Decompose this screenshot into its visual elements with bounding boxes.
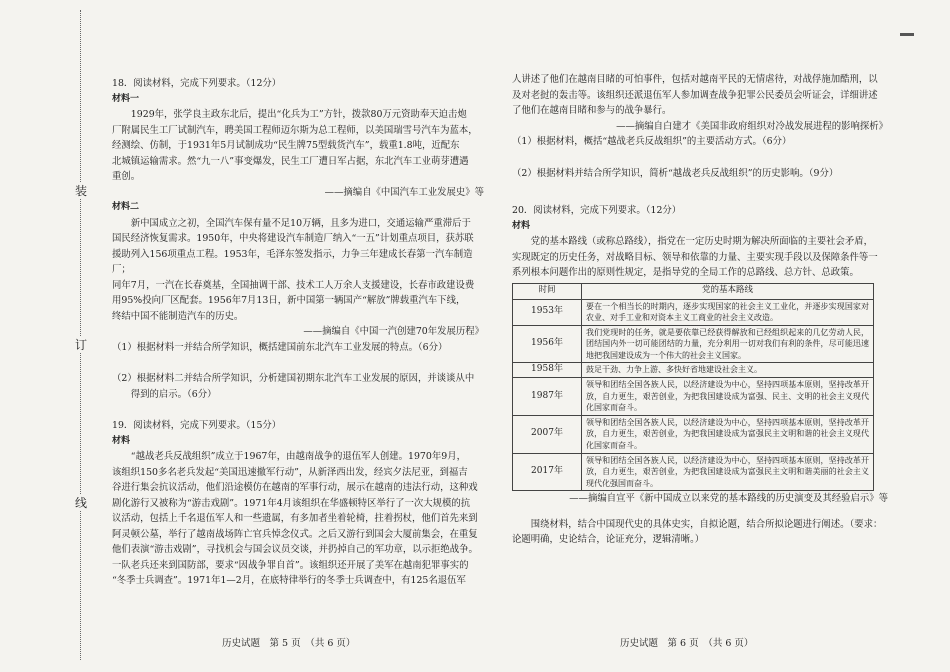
- q19-part-2: （2）根据材料并结合所学知识，简析“越战老兵反战组织”的历史影响。（9分）: [512, 167, 839, 179]
- text-line: 该组织150多名老兵发起“美国迅速撤军行动”，从新泽西出发，经宾夕法尼亚，到福吉: [112, 466, 468, 478]
- material-label: 材料: [512, 220, 531, 231]
- text-line: 用95%投向厂区配套。1956年7月13日，新中国第一辆国产“解放”牌载重汽车下线，: [112, 295, 466, 306]
- text-line: 阿灵顿公墓，举行了越南战场阵亡官兵悼念仪式。之后又游行到国会大厦前集会，在重复: [112, 528, 478, 540]
- text-line: 援助列入156项重点工程。1953年，毛泽东签发指示，力争三年建成长春第一汽车制造厂；: [112, 248, 473, 275]
- corner-mark: [900, 33, 914, 36]
- row-year: 2017年: [513, 453, 582, 491]
- text-line: 了他们在越南目睹和参与的战争暴行。: [512, 105, 672, 116]
- material-2-source: ——摘编自《中国一汽创建70年发展历程》: [303, 326, 484, 337]
- text-line: 新中国成立之初，全国汽车保有量不足10万辆，且多为进口，交通运输严重滞后于: [130, 217, 471, 229]
- q20-prompt: [512, 517, 888, 548]
- table-row: [513, 299, 874, 325]
- text-line: 北城镇运输需求。然“九一八”事变爆发，民生工厂遭日军占据，东北汽车工业萌芽遭遇: [112, 155, 469, 167]
- q18-title: 18．阅读材料，完成下列要求。（12分）: [112, 78, 282, 89]
- text-line: 重创。: [112, 171, 141, 182]
- q18-part-2: （2）根据材料二并结合所学知识，分析建国初期东北汽车工业发展的原因，并谈谈从中: [112, 373, 475, 384]
- material-19-text: [112, 449, 484, 589]
- q18-part-2-cont: 得到的启示。（6分）: [130, 388, 217, 400]
- page-footer-6: 历史试题 第 6 页 （共 6 页）: [620, 638, 754, 649]
- text-line: 剧化游行又被称为“游击戏剧”。1971年4月该组织在华盛顿特区举行了一次大规模的抗: [112, 497, 471, 509]
- row-text: 要在一个相当长的时期内，逐步实现国家的社会主义工业化，并逐步实现国家对农业、对手工业和对资本主义工商业的社会主义改造。: [582, 299, 874, 325]
- material-19-source: ——摘编自白建才《美国非政府组织对冷战发展进程的影响探析》: [616, 120, 888, 132]
- text-line: 一队老兵还来到国防部，要求“因战争罪自首”。该组织还开展了美军在越南犯罪事实的: [112, 559, 469, 571]
- text-line: 厂附属民生工厂试制汽车，聘美国工程师迈尔斯为总工程师，以美国瑞雪号汽车为蓝本，: [112, 124, 478, 136]
- row-year: 1958年: [513, 363, 582, 378]
- table-row: [513, 378, 874, 416]
- table-row: [513, 415, 874, 453]
- material-1-source: ——摘编自《中国汽车工业发展史》等: [324, 186, 484, 198]
- row-text: 鼓足干劲、力争上游、多快好省地建设社会主义。: [582, 363, 874, 378]
- text-line: 及对老挝的轰击等。该组织还派退伍军人参加调查战争犯罪公民委员会听证会，详细讲述: [512, 89, 878, 101]
- table-header-row: [513, 283, 874, 299]
- row-text: 领导和团结全国各族人民，以经济建设为中心，坚持四项基本原则，坚持改革开放，自力更生，艰苦创业，为把我国建设成为富强民主文明和谐的社会主义现代化国家而奋斗。: [582, 415, 874, 453]
- header-line: 党的基本路线: [582, 283, 874, 299]
- material-1-text: [112, 107, 484, 185]
- binding-char-zhuang: 装: [74, 184, 87, 198]
- row-year: 1953年: [513, 299, 582, 325]
- text-line: 系列根本问题作出的原则性规定，是指导党的全局工作的总路线、总方针、总政策。: [512, 267, 859, 278]
- material-2-label: 材料二: [112, 202, 140, 212]
- q19-title: 19．阅读材料，完成下列要求。（15分）: [112, 420, 282, 431]
- text-line: 党的基本路线（或称总路线），指党在一定历史时期为解决所面临的主要社会矛盾，: [530, 236, 873, 247]
- row-year: 1956年: [513, 325, 582, 363]
- text-line: 围绕材料，结合中国现代史的具体史实，自拟论题，结合所拟论题进行阐述。（要求：: [530, 518, 883, 530]
- binding-line: [80, 10, 81, 660]
- text-line: 国民经济恢复需求。1950年，中央将建设汽车制造厂纳入“一五”计划重点项目，获苏联: [112, 233, 474, 244]
- q20-title: 20．阅读材料，完成下列要求。（12分）: [512, 205, 682, 216]
- text-line: “越战老兵反战组织”成立于1967年，由越南战争的退伍军人创建。1970年9月，: [130, 451, 466, 462]
- table-row: [513, 363, 874, 378]
- row-text: 领导和团结全国各族人民，以经济建设为中心，坚持四项基本原则，坚持改革开放，自力更生，艰苦创业，为把我国建设成为富强民主文明和谐美丽的社会主义现代化强国而奋斗。: [582, 453, 874, 491]
- text-line: 经测绘、仿制，于1931年5月试制成功“民生牌75型载货汽车”，载重1.8吨，近配东: [112, 140, 460, 151]
- left-column: [112, 76, 484, 589]
- material-1-label: 材料一: [112, 93, 140, 104]
- material-19-continued: [512, 72, 888, 119]
- text-line: 终结中国不能制造汽车的历史。: [112, 310, 244, 322]
- table-row: [513, 453, 874, 491]
- text-line: 谷进行集会抗议活动，他们沿途模仿在越南的军事行动，展示在越南的违法行动，这种戏: [112, 482, 478, 493]
- table-row: [513, 325, 874, 363]
- material-2-text: [112, 216, 484, 325]
- binding-char-ding: 订: [74, 338, 87, 352]
- right-column: [512, 72, 888, 548]
- text-line: 人讲述了他们在越南目睹的可怕事件，包括对越南平民的无情虐待，对战俘施加酷刑，以: [512, 74, 878, 85]
- q19-part-1: （1）根据材料，概括“越战老兵反战组织”的主要活动方式。（6分）: [512, 136, 792, 147]
- material-20-intro: [512, 234, 888, 281]
- basic-line-table: [512, 283, 874, 492]
- table-source: ——摘编自宣平《新中国成立以来党的基本路线的历史演变及其经验启示》等: [569, 493, 888, 505]
- text-line: 1929年，张学良主政东北后，提出“化兵为工”方针，拨款80万元资助奉天迫击炮: [130, 109, 467, 120]
- q18-part-1: （1）根据材料一并结合所学知识，概括建国前东北汽车工业发展的特点。（6分）: [112, 341, 448, 353]
- material-label: 材料: [112, 435, 131, 446]
- text-line: 论题明确，史论结合，论证充分，逻辑清晰。）: [512, 534, 705, 546]
- row-text: 领导和团结全国各族人民，以经济建设为中心，坚持四项基本原则，坚持改革开放，自力更生，艰苦创业，为把我国建设成为富强、民主、文明的社会主义现代化国家而奋斗。: [582, 378, 874, 416]
- header-time: 时间: [513, 283, 582, 299]
- binding-char-xian: 线: [74, 496, 87, 510]
- row-year: 1987年: [513, 378, 582, 416]
- row-text: 我们党现时的任务，就是要依靠已经获得解放和已经组织起来的几亿劳动人民，团结国内外一切可能团结的力量，充分利用一切对我们有利的条件，尽可能迅速地把我国建设成为一个伟大的社会主义国家。: [582, 325, 874, 363]
- row-year: 2007年: [513, 415, 582, 453]
- text-line: 同年7月，一汽在长春奠基，全国抽调干部、技术工人万余人支援建设，长春市政建设费: [112, 279, 475, 291]
- text-line: 他们表演“游击戏剧”，寻找机会与国会议员交谈，并扔掉自己的军功章，以示拒绝战争。: [112, 544, 478, 555]
- page-footer-5: 历史试题 第 5 页 （共 6 页）: [222, 638, 356, 649]
- text-line: “冬季士兵调查”。1971年1—2月，在底特律举行的冬季士兵调查中，有125名退伍军: [112, 575, 466, 586]
- text-line: 实现既定的历史任务，对战略目标、领导和依靠的力量、主要实现手段以及保障条件等一: [512, 251, 878, 263]
- text-line: 议活动，包括上千名退伍军人和一些遗属，有多加者坐着轮椅，拄着拐杖，他们首先来到: [112, 513, 478, 524]
